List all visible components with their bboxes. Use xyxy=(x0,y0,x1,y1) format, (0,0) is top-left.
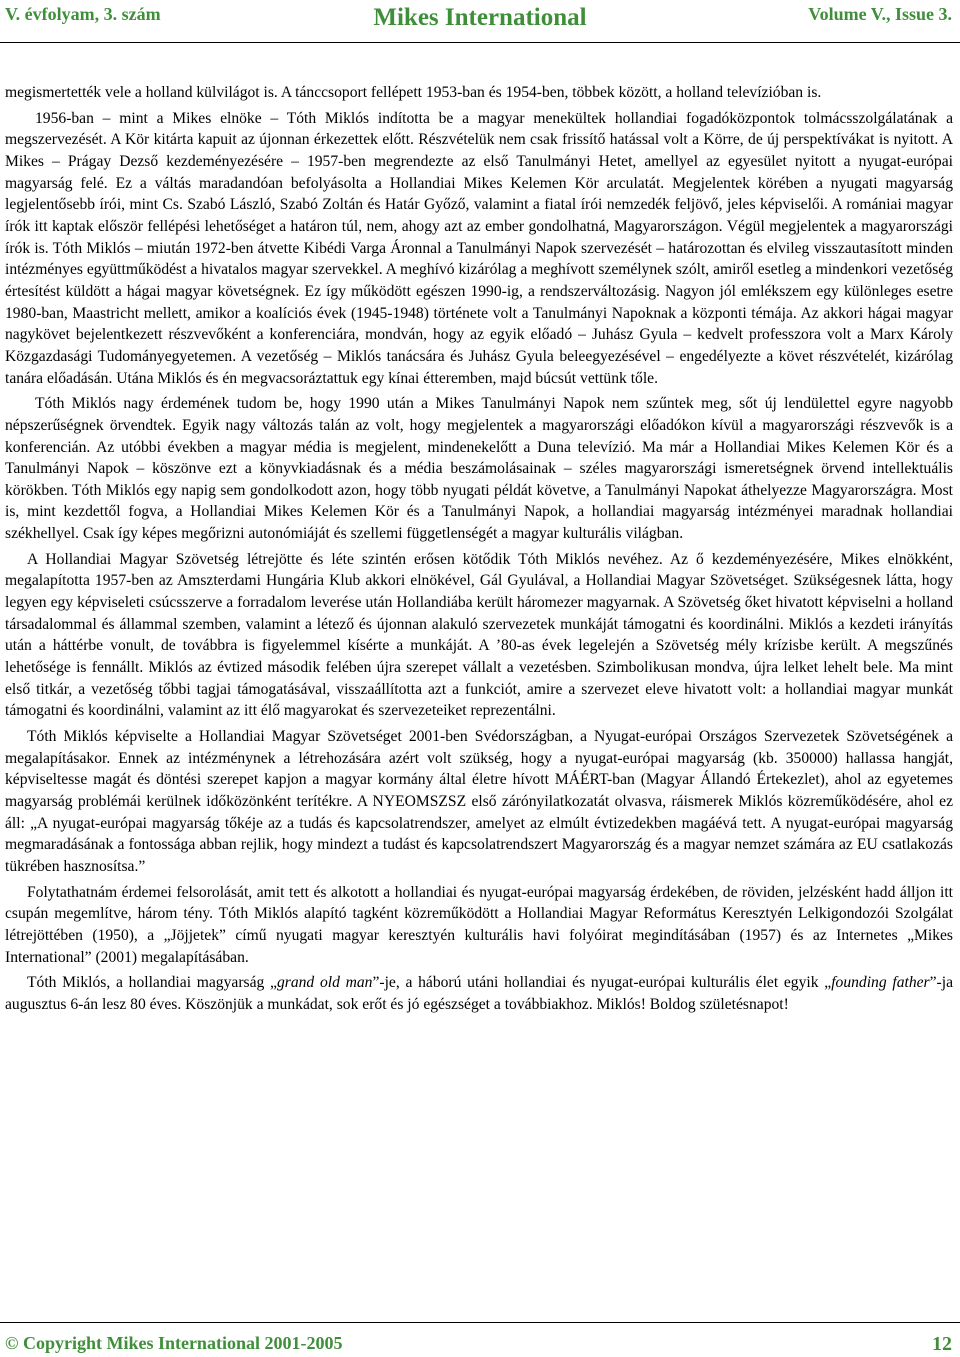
paragraph-1: megismertették vele a holland külvilágot is. A tánccsoport fellépett 1953-ban és 1954-ben, többek között, a holland televízióban is. xyxy=(5,84,822,101)
paragraph-4: A Hollandiai Magyar Szövetség létrejötte és léte szintén erősen kötődik Tóth Miklós nevéhez. Az ő kezdeményezésére, Mikes elnökként, megalapította 1957-ben az Amszterdami Hungária Klub akkori elnökével, Gál Gyulával, a Hollandiai Magyar Szövetséget. Szükségesnek látta, hogy legyen egy képviseleti csúcsszerve a forradalom leverése után Hollandiába került háromezer magyarnak. A Szövetség őket hivatott képviselni a holland társadalommal és állammal szemben, valamint a létező és újonnan alakuló szervezetek munkáját támogatni és koordinálni. Miklós a kezdeti irányítás után a háttérbe vonult, de továbbra is figyelemmel kísérte a munkáját. A ’80-as évek legelején a Szövetség mély krízisbe került. A megszűnés lehetősége is fennállt. Miklós az évtized második felében újra szerepet vállalt a vezetésben. Szimbolikusan mondva, újra lelket lehelt bele. Ma mint első titkár, a vezetőség tőbbi tagjai támogatásával, visszaállította azt a funkciót, amire a szervezet eleve hivatott volt: a hollandiai magyar munkát támogatni és koordinálni, valamint az itt élő magyarokat és szervezeteiket reprezentálni. xyxy=(5,550,953,720)
paragraph-5: Tóth Miklós képviselte a Hollandiai Magyar Szövetséget 2001-ben Svédországban, a Nyugat-európai Országos Szervezetek Szövetségének a megalapításakor. Ennek az intézménynek a létrehozására azért volt szükség, hogy a nyugat-európai magyarság (kb. 350000) hallassa hangját, képviseltesse magát és döntési szerepet kapjon a magyar kormány által életre hívott MÁÉRT-ban (Magyar Állandó Értekezlet), ahol az egyetemes magyarság problémái kerülnek időközönként terítékre. A NYEOMSZSZ első zárónyilatkozatát olvasva, ráismerek Miklós közreműködésére, ahol ez áll: „A nyugat-európai magyarság tőkéje az a tudás és kapcsolatrendszer, amelyet az elmúlt évtizedekben magáévá tett. A nyugat-európai magyarság megmaradásának a fontossága abban rejlik, hogy mindezt a tudást és kapcsolatrendszert Magyarország és a magyar nemzet számára az EU csatlakozás tükrében hasznosítsa.” xyxy=(5,728,953,875)
paragraph-7-part-a: Tóth Miklós, a hollandiai magyarság „ xyxy=(27,974,277,992)
header-issue-en: Volume V., Issue 3. xyxy=(808,4,952,24)
header-publication-title: Mikes International xyxy=(373,4,587,31)
paragraph-3: Tóth Miklós nagy érdemének tudom be, hogy 1990 után a Mikes Tanulmányi Napok nem szűntek meg, sőt új lendülettel egyre nagyobb népszerűségnek örvendtek. Egyik nagy változás talán az volt, hogy megjelentek a magyarországi előadókon kívül a magyarországi részvevők is a konferencián. Az utóbbi években a magyar média is megjelent, mindenekelőtt a Duna televízió. Ma már a Hollandiai Mikes Kelemen Kör és a Tanulmányi Napok – köszönve ezt a könyvkiadásnak és a média beszámolásainak – széles magyarországi ismeretségnek örvend intellektuális körökben. Tóth Miklós egy napig sem gondolkodott azon, hogy több nyugati példát követve, a Tanulmányi Napokat áthelyezze Magyarországra. Most is, mint kezdettől fogva, a Hollandiai Mikes Kelemen Kör és a Tanulmányi Napok, a hollandiai magyarság intézményei maradnak hollandiai székhellyel. Csak így képes megőrizni autonómiáját és szellemi függetlenségét a magyar kulturális világban. xyxy=(5,395,953,543)
paragraph-7 xyxy=(5,972,953,1015)
paragraph-7-part-c: ”-je, a háború utáni hollandiai és nyugat-európai kulturális élet egyik „ xyxy=(372,974,832,992)
article-body xyxy=(5,82,953,1020)
paragraph-6: Folytathatnám érdemei felsorolását, amit tett és alkotott a hollandiai és nyugat-európai magyarság érdekében, de röviden, jelzésként hadd álljon itt csupán megemlítve, három tény. Tóth Miklós alapító tagként közreműködött a Hollandiai Magyar Református Keresztyén Lelkigondozói Szolgálat létrejöttében (1950), a „Jöjjetek” című nyugati magyar keresztyén kulturális havi folyóirat megindításában (1957) és az Internetes „Mikes International” (2001) megalapításában. xyxy=(5,883,953,966)
grand-old-man-italic: grand old man xyxy=(276,974,373,992)
page-number: 12 xyxy=(932,1333,952,1355)
paragraph-7-part-e: ”-ja augusztus 6-án lesz 80 éves. Köszönjük a munkádat, sok erőt és jó egészséget a továbbiakhoz. Miklós! Boldog születésnapot! xyxy=(5,974,953,1013)
page-header xyxy=(0,0,960,43)
paragraph-2: 1956-ban – mint a Mikes elnöke – Tóth Miklós indította be a magyar menekültek hollandiai fogadóközpontok tolmácsszolgálatának a megszervezését. A Kör kitárta kapuit az újonnan érkezettek előtt. Részvételük nem csak frissítő hatással volt a Körre, de új perspektívákat is nyitott. A Mikes – Prágay Dezső kezdeményezésére – 1957-ben megrendezte az első Tanulmányi Hetet, amellyel az egyesület nyitott a nyugat-európai magyarság felé. Ez a váltás maradandóan befolyásolta a Hollandiai Mikes Kelemen Kör arculatát. Megjelentek körében a nyugati magyarság legjelentősebb írói, mint Cs. Szabó László, Szabó Zoltán és Határ Győző, valamint a fiatal írói nemzedék feljövő, jeles képviselői. A romániai magyar írók itt kaptak először fellépési lehetőséget a határon túl, nem, ahogy azt az ember gondolhatná, Magyarországon. Végül megjelentek a magyarországi írók is. Tóth Miklós – miután 1972-ben átvette Kibédi Varga Áronnal a Tanulmányi Napok szervezését – határozottan és elvileg visszautasított minden intézményes együttműködést a hivatalos magyar szervekkel. A meghívó kizárólag a meghívott személynek szólt, amiről esetleg a mindenkori vezetőség értesítést küldött a hágai magyar követségnek. Ez így működött egészen 1990-ig, a rendszerváltozásig. Nagyon jól emlékszem egy különleges esetre 1980-ban, Maastricht mellett, amikor a koalíciós évek (1945-1948) története volt a Tanulmányi Napoknak a központi témája. Az akkori hágai magyar nagykövet bejelentkezett részvevőként a konferenciára, mondván, hogy az egyik előadó – Juhász Gyula – kedvelt professzora volt a Marx Károly Közgazdasági Tudományegyetemen. A vezetőség – Miklós tanácsára és Juhász Gyula beleegyezésével – engedélyezte a követ részvételét, kizárólag tanára előadásán. Utána Miklós és én megvacsoráztattuk egy kínai étteremben, majd búcsút vettünk tőle. xyxy=(5,109,953,387)
page-footer xyxy=(0,1322,960,1357)
founding-father-italic: founding father xyxy=(831,974,930,992)
footer-copyright: © Copyright Mikes International 2001-2005 xyxy=(5,1333,343,1353)
header-issue-hu: V. évfolyam, 3. szám xyxy=(5,4,161,24)
